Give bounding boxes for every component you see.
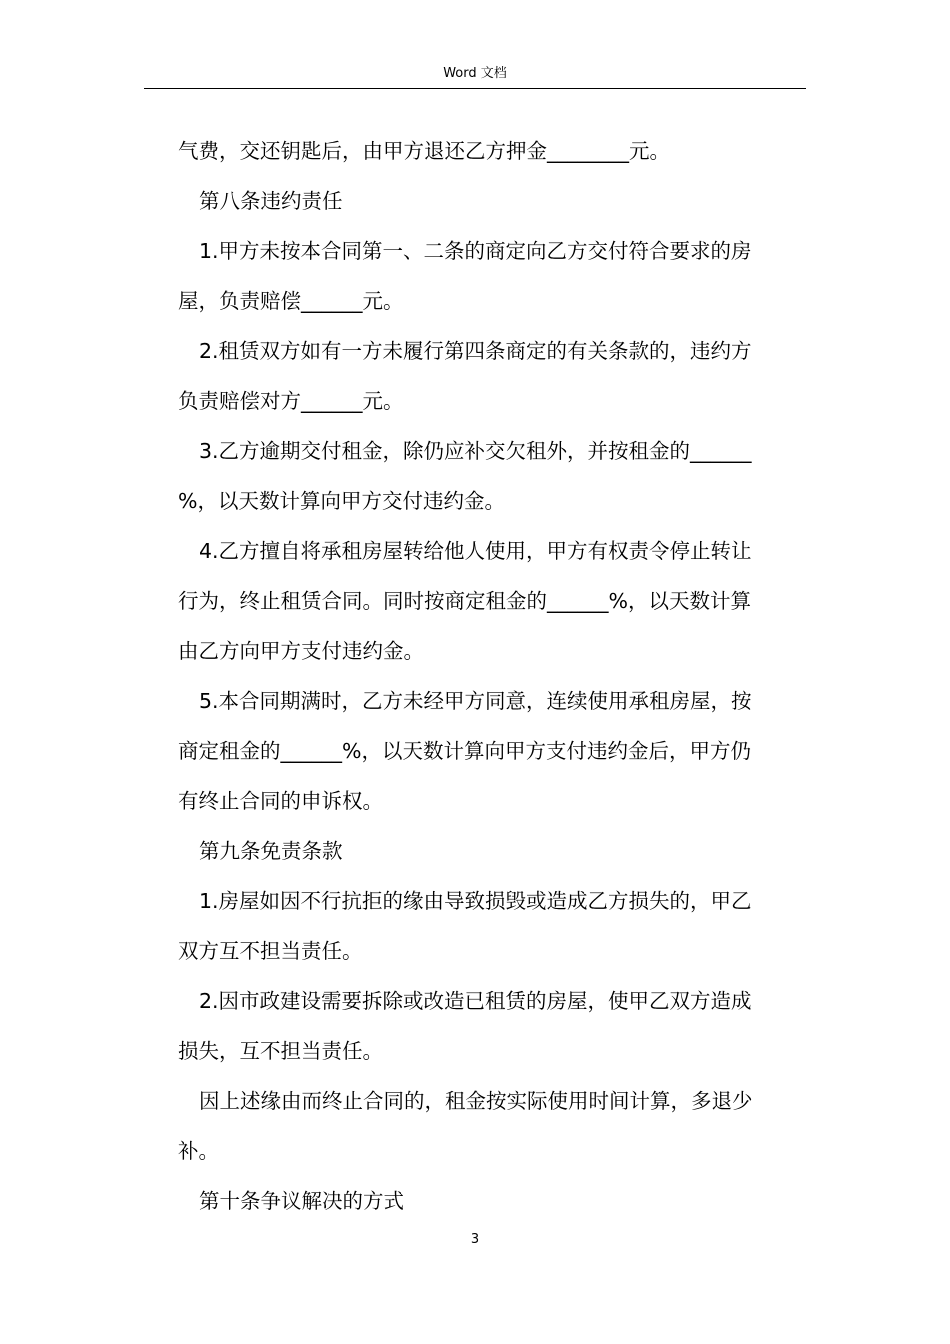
paragraph-line: %，以天数计算向甲方交付违约金。 [178, 489, 505, 513]
paragraph-line: 商定租金的______%，以天数计算向甲方支付违约金后，甲方仍 [178, 739, 751, 763]
paragraph-line: 2.因市政建设需要拆除或改造已租赁的房屋，使甲乙双方造成 [199, 989, 752, 1013]
paragraph-line: 行为，终止租赁合同。同时按商定租金的______%，以天数计算 [178, 589, 751, 613]
paragraph-line: 2.租赁双方如有一方未履行第四条商定的有关条款的，违约方 [199, 339, 752, 363]
header-rule [144, 88, 806, 89]
paragraph-line: 4.乙方擅自将承租房屋转给他人使用，甲方有权责令停止转让 [199, 539, 752, 563]
paragraph-line: 损失，互不担当责任。 [178, 1039, 383, 1063]
paragraph-line: 1.甲方未按本合同第一、二条的商定向乙方交付符合要求的房 [199, 239, 752, 263]
paragraph-line: 因上述缘由而终止合同的，租金按实际使用时间计算，多退少 [199, 1089, 753, 1113]
paragraph-line: 由乙方向甲方支付违约金。 [178, 639, 424, 663]
paragraph-line: 气费，交还钥匙后，由甲方退还乙方押金________元。 [178, 139, 670, 163]
document-body [178, 126, 798, 1226]
paragraph-line: 有终止合同的申诉权。 [178, 789, 383, 813]
paragraph-line: 1.房屋如因不行抗拒的缘由导致损毁或造成乙方损失的，甲乙 [199, 889, 752, 913]
paragraph-line: 补。 [178, 1139, 219, 1163]
paragraph-line: 双方互不担当责任。 [178, 939, 363, 963]
paragraph-line: 3.乙方逾期交付租金，除仍应补交欠租外，并按租金的______ [199, 439, 752, 463]
paragraph-line: 屋，负责赔偿______元。 [178, 289, 404, 313]
paragraph-line: 负责赔偿对方______元。 [178, 389, 404, 413]
paragraph-line: 第八条违约责任 [199, 189, 343, 213]
page-header: Word 文档 [443, 66, 507, 81]
paragraph-line: 5.本合同期满时，乙方未经甲方同意，连续使用承租房屋，按 [199, 689, 752, 713]
paragraph-line: 第十条争议解决的方式 [199, 1189, 404, 1213]
paragraph-line: 第九条免责条款 [199, 839, 343, 863]
page-number: 3 [470, 1232, 480, 1247]
